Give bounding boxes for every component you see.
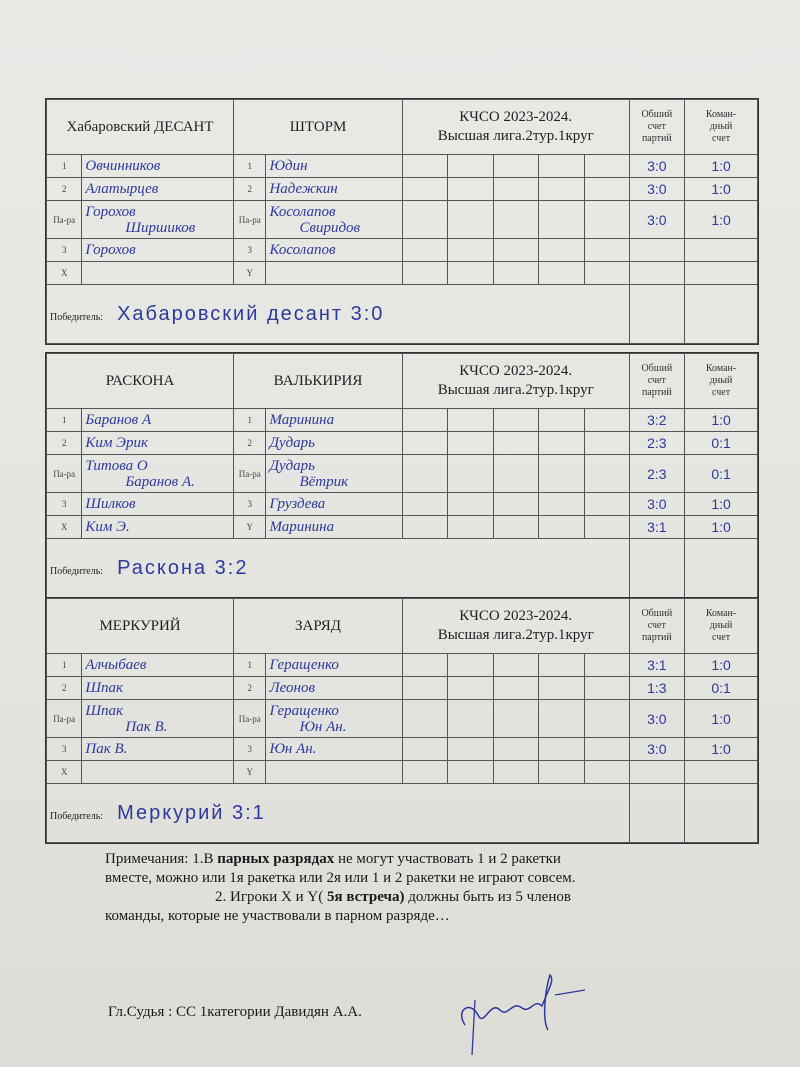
- game-row: [47, 178, 758, 201]
- chief-judge: Гл.Судья : СС 1категории Давидян А.А.: [108, 1004, 362, 1020]
- player-name: Титова О: [85, 457, 148, 474]
- set-score-cell: [539, 738, 585, 761]
- team-score: 0:1: [685, 677, 758, 700]
- row-label: 2: [234, 432, 266, 455]
- total-score: 2:3: [629, 432, 685, 455]
- note-bold: 5я встреча): [327, 889, 405, 905]
- set-score-cell: [448, 178, 494, 201]
- team-score: 1:0: [685, 654, 758, 677]
- total-score: 2:3: [629, 455, 685, 493]
- set-score-cell: [402, 178, 448, 201]
- header-line: счет: [712, 632, 731, 643]
- set-score-cell: [448, 493, 494, 516]
- set-score-cell: [493, 700, 539, 738]
- winner-row: [47, 285, 758, 344]
- winner-label: Победитель:: [50, 311, 104, 323]
- note-text: команды, которые не участвовали в парном разряде…: [105, 908, 450, 924]
- header-line: Обший: [641, 608, 673, 619]
- row-label: Y: [234, 262, 266, 285]
- match-table: [46, 99, 758, 344]
- set-score-cell: [584, 738, 629, 761]
- set-score-cell: [584, 677, 629, 700]
- row-label: Па-ра: [234, 700, 266, 738]
- team2-name: ШТОРМ: [234, 100, 403, 155]
- set-score-cell: [448, 677, 494, 700]
- team-score: 1:0: [685, 201, 758, 239]
- team1-name: МЕРКУРИЙ: [47, 599, 234, 654]
- team-score: [685, 262, 758, 285]
- game-row: [47, 239, 758, 262]
- player-team2: [266, 201, 403, 239]
- set-score-cell: [493, 239, 539, 262]
- team-score: [685, 761, 758, 784]
- set-score-cell: [584, 654, 629, 677]
- player-name: Горохов: [85, 242, 136, 258]
- row-label: 2: [47, 677, 82, 700]
- row-label: 1: [234, 155, 266, 178]
- header-line: партий: [641, 632, 672, 643]
- set-score-cell: [584, 761, 629, 784]
- winner-cell: [47, 784, 630, 843]
- row-label: 2: [47, 178, 82, 201]
- set-score-cell: [402, 409, 448, 432]
- header-line: партий: [641, 387, 672, 398]
- row-label: 2: [234, 178, 266, 201]
- set-score-cell: [402, 516, 448, 539]
- team1-name: Хабаровский ДЕСАНТ: [47, 100, 234, 155]
- set-score-cell: [402, 654, 448, 677]
- set-score-cell: [402, 493, 448, 516]
- player-name: Пак В.: [125, 718, 168, 735]
- total-score: 3:0: [629, 493, 685, 516]
- player-team2: [266, 493, 403, 516]
- set-score-cell: [448, 516, 494, 539]
- header-line: счет: [647, 620, 666, 631]
- team-score-header: [685, 599, 758, 654]
- row-label: Па-ра: [47, 201, 82, 239]
- set-score-cell: [402, 201, 448, 239]
- row-label: 3: [234, 738, 266, 761]
- total-score: 3:0: [629, 700, 685, 738]
- player-team1: [82, 432, 234, 455]
- set-score-cell: [539, 262, 585, 285]
- note-text: не могут участвовать 1 и 2 ракетки: [334, 851, 561, 867]
- player-team1: [82, 493, 234, 516]
- player-team1: [82, 455, 234, 493]
- row-label: 2: [47, 432, 82, 455]
- game-row: [47, 432, 758, 455]
- player-team2: [266, 654, 403, 677]
- row-label: X: [47, 761, 82, 784]
- empty-cell: [629, 285, 685, 344]
- set-score-cell: [402, 700, 448, 738]
- signature-image: [450, 970, 590, 1060]
- header-line: счет: [647, 375, 666, 386]
- game-row: [47, 201, 758, 239]
- set-score-cell: [448, 201, 494, 239]
- empty-cell: [629, 784, 685, 843]
- team-score: 1:0: [685, 178, 758, 201]
- set-score-cell: [493, 493, 539, 516]
- player-team2: [266, 239, 403, 262]
- set-score-cell: [402, 155, 448, 178]
- set-score-cell: [448, 239, 494, 262]
- player-team2: [266, 700, 403, 738]
- player-team2: [266, 455, 403, 493]
- league-line: Высшая лига.2тур.1круг: [437, 128, 594, 144]
- player-name: Юн Ан.: [299, 718, 347, 735]
- note-text: вместе, можно или 1я ракетка или 2я или 1 и 2 ракетки не играют совсем.: [105, 870, 576, 886]
- row-label: Па-ра: [234, 455, 266, 493]
- header-line: партий: [641, 133, 672, 144]
- header-line: Коман-: [705, 109, 737, 120]
- empty-cell: [685, 784, 758, 843]
- player-name: Юдин: [269, 158, 308, 174]
- set-score-cell: [448, 700, 494, 738]
- league-line: Высшая лига.2тур.1круг: [437, 627, 594, 643]
- team-score: 1:0: [685, 493, 758, 516]
- winner-cell: [47, 285, 630, 344]
- winner-label: Победитель:: [50, 810, 104, 822]
- game-row: [47, 677, 758, 700]
- player-name: Овчинников: [85, 158, 161, 174]
- player-name: Шпак: [85, 702, 124, 719]
- set-score-cell: [584, 432, 629, 455]
- game-row: [47, 654, 758, 677]
- league-title: [402, 354, 629, 409]
- player-team1: [82, 201, 234, 239]
- player-name: Баранов А.: [125, 473, 195, 490]
- match-block: [45, 98, 759, 345]
- set-score-cell: [584, 409, 629, 432]
- set-score-cell: [402, 677, 448, 700]
- team-score-header: [685, 354, 758, 409]
- team2-name: ЗАРЯД: [234, 599, 403, 654]
- set-score-cell: [584, 700, 629, 738]
- set-score-cell: [584, 239, 629, 262]
- player-name: Геращенко: [269, 702, 339, 719]
- player-name: Пак В.: [85, 741, 128, 757]
- set-score-cell: [493, 738, 539, 761]
- empty-cell: [629, 539, 685, 598]
- league-line: КЧСО 2023-2024.: [459, 608, 573, 624]
- player-team2: [266, 262, 403, 285]
- header-line: Обший: [641, 363, 673, 374]
- set-score-cell: [448, 409, 494, 432]
- row-label: Y: [234, 761, 266, 784]
- winner-row: [47, 784, 758, 843]
- player-team1: [82, 178, 234, 201]
- total-score-header: [629, 599, 685, 654]
- player-team1: [82, 409, 234, 432]
- set-score-cell: [584, 178, 629, 201]
- set-score-cell: [493, 455, 539, 493]
- player-team2: [266, 761, 403, 784]
- match-block: [45, 597, 759, 844]
- set-score-cell: [584, 516, 629, 539]
- empty-cell: [685, 539, 758, 598]
- set-score-cell: [402, 761, 448, 784]
- total-score: [629, 761, 685, 784]
- set-score-cell: [539, 178, 585, 201]
- row-label: 3: [47, 239, 82, 262]
- note-text: должны быть из 5 членов: [404, 889, 571, 905]
- row-label: Па-ра: [47, 455, 82, 493]
- total-score: 3:0: [629, 738, 685, 761]
- total-score: [629, 262, 685, 285]
- row-label: Y: [234, 516, 266, 539]
- set-score-cell: [539, 455, 585, 493]
- winner-cell: [47, 539, 630, 598]
- player-team2: [266, 409, 403, 432]
- player-team1: [82, 761, 234, 784]
- set-score-cell: [493, 516, 539, 539]
- match-block: [45, 352, 759, 599]
- total-score: 3:1: [629, 516, 685, 539]
- row-label: X: [47, 262, 82, 285]
- player-name: Дударь: [269, 457, 316, 474]
- player-name: Горохов: [85, 203, 136, 220]
- game-row: [47, 700, 758, 738]
- winner-value: Раскона 3:2: [117, 556, 249, 579]
- match-table: [46, 598, 758, 843]
- player-team1: [82, 155, 234, 178]
- game-row: [47, 516, 758, 539]
- header-line: счет: [712, 387, 731, 398]
- winner-label: Победитель:: [50, 565, 104, 577]
- header-line: Обший: [641, 109, 673, 120]
- row-label: Па-ра: [234, 201, 266, 239]
- player-name: Геращенко: [269, 657, 339, 673]
- set-score-cell: [539, 432, 585, 455]
- team-score: 0:1: [685, 432, 758, 455]
- total-score: [629, 239, 685, 262]
- set-score-cell: [448, 155, 494, 178]
- set-score-cell: [448, 654, 494, 677]
- note-text: Примечания: 1.В: [105, 851, 218, 867]
- set-score-cell: [584, 201, 629, 239]
- player-team1: [82, 239, 234, 262]
- set-score-cell: [493, 409, 539, 432]
- player-name: Баранов А: [85, 412, 152, 428]
- player-name: Маринина: [269, 412, 335, 428]
- game-row: [47, 262, 758, 285]
- player-name: Косолапов: [269, 203, 336, 220]
- winner-row: [47, 539, 758, 598]
- row-label: 3: [234, 239, 266, 262]
- set-score-cell: [448, 738, 494, 761]
- set-score-cell: [539, 155, 585, 178]
- league-line: КЧСО 2023-2024.: [459, 363, 573, 379]
- game-row: [47, 409, 758, 432]
- set-score-cell: [539, 700, 585, 738]
- empty-cell: [685, 285, 758, 344]
- set-score-cell: [493, 262, 539, 285]
- player-name: Дударь: [269, 435, 316, 451]
- total-score: 3:0: [629, 155, 685, 178]
- player-team2: [266, 677, 403, 700]
- player-team1: [82, 738, 234, 761]
- note-bold: парных разрядах: [217, 851, 335, 867]
- header-line: Коман-: [705, 608, 737, 619]
- player-name: Алчыбаев: [85, 657, 147, 673]
- winner-value: Хабаровский десант 3:0: [117, 302, 385, 325]
- set-score-cell: [539, 654, 585, 677]
- set-score-cell: [584, 262, 629, 285]
- set-score-cell: [493, 654, 539, 677]
- set-score-cell: [539, 677, 585, 700]
- set-score-cell: [539, 201, 585, 239]
- set-score-cell: [493, 677, 539, 700]
- winner-value: Меркурий 3:1: [117, 801, 266, 824]
- league-line: КЧСО 2023-2024.: [459, 109, 573, 125]
- total-score: 3:2: [629, 409, 685, 432]
- row-label: 1: [47, 155, 82, 178]
- total-score: 3:1: [629, 654, 685, 677]
- set-score-cell: [584, 455, 629, 493]
- league-title: [402, 599, 629, 654]
- total-score: 3:0: [629, 201, 685, 239]
- set-score-cell: [402, 239, 448, 262]
- set-score-cell: [493, 178, 539, 201]
- player-team1: [82, 700, 234, 738]
- total-score: 1:3: [629, 677, 685, 700]
- total-score-header: [629, 354, 685, 409]
- total-score-header: [629, 100, 685, 155]
- team-score: 1:0: [685, 700, 758, 738]
- player-team2: [266, 738, 403, 761]
- player-name: Юн Ан.: [269, 741, 317, 757]
- set-score-cell: [493, 761, 539, 784]
- header-line: счет: [647, 121, 666, 132]
- player-name: Надежкин: [269, 181, 338, 197]
- set-score-cell: [539, 516, 585, 539]
- total-score: 3:0: [629, 178, 685, 201]
- match-table: [46, 353, 758, 598]
- set-score-cell: [448, 432, 494, 455]
- player-team1: [82, 516, 234, 539]
- team-score-header: [685, 100, 758, 155]
- game-row: [47, 155, 758, 178]
- set-score-cell: [402, 738, 448, 761]
- league-line: Высшая лига.2тур.1круг: [437, 382, 594, 398]
- set-score-cell: [493, 155, 539, 178]
- set-score-cell: [539, 409, 585, 432]
- game-row: [47, 493, 758, 516]
- set-score-cell: [539, 493, 585, 516]
- row-label: 1: [47, 409, 82, 432]
- player-team2: [266, 178, 403, 201]
- player-name: Ширшиков: [125, 219, 196, 236]
- header-line: счет: [712, 133, 731, 144]
- header-line: дный: [709, 620, 733, 631]
- player-team2: [266, 432, 403, 455]
- player-name: Маринина: [269, 519, 335, 535]
- player-team2: [266, 155, 403, 178]
- player-name: Алатырцев: [85, 181, 159, 197]
- set-score-cell: [402, 262, 448, 285]
- game-row: [47, 738, 758, 761]
- set-score-cell: [493, 201, 539, 239]
- header-line: дный: [709, 121, 733, 132]
- row-label: 3: [47, 493, 82, 516]
- row-label: X: [47, 516, 82, 539]
- player-name: Ким Эрик: [85, 435, 149, 451]
- row-label: Па-ра: [47, 700, 82, 738]
- row-label: 2: [234, 677, 266, 700]
- set-score-cell: [402, 455, 448, 493]
- player-name: Груздева: [269, 496, 326, 512]
- player-name: Косолапов: [269, 242, 336, 258]
- set-score-cell: [402, 432, 448, 455]
- player-name: Леонов: [269, 680, 316, 696]
- set-score-cell: [493, 432, 539, 455]
- set-score-cell: [584, 155, 629, 178]
- row-label: 1: [47, 654, 82, 677]
- header-line: дный: [709, 375, 733, 386]
- set-score-cell: [539, 239, 585, 262]
- team-score: [685, 239, 758, 262]
- row-label: 3: [234, 493, 266, 516]
- player-team1: [82, 654, 234, 677]
- team1-name: РАСКОНА: [47, 354, 234, 409]
- player-team2: [266, 516, 403, 539]
- player-name: Шпак: [85, 680, 124, 696]
- team2-name: ВАЛЬКИРИЯ: [234, 354, 403, 409]
- player-team1: [82, 262, 234, 285]
- team-score: 0:1: [685, 455, 758, 493]
- row-label: 3: [47, 738, 82, 761]
- player-name: Свиридов: [299, 219, 361, 236]
- team-score: 1:0: [685, 409, 758, 432]
- set-score-cell: [448, 262, 494, 285]
- player-name: Вётрик: [299, 473, 349, 490]
- team-score: 1:0: [685, 516, 758, 539]
- notes: [105, 850, 705, 926]
- player-team1: [82, 677, 234, 700]
- league-title: [402, 100, 629, 155]
- team-score: 1:0: [685, 738, 758, 761]
- row-label: 1: [234, 409, 266, 432]
- set-score-cell: [448, 761, 494, 784]
- set-score-cell: [584, 493, 629, 516]
- team-score: 1:0: [685, 155, 758, 178]
- header-line: Коман-: [705, 363, 737, 374]
- set-score-cell: [539, 761, 585, 784]
- player-name: Шилков: [85, 496, 136, 512]
- game-row: [47, 455, 758, 493]
- set-score-cell: [448, 455, 494, 493]
- player-name: Ким Э.: [85, 519, 130, 535]
- row-label: 1: [234, 654, 266, 677]
- game-row: [47, 761, 758, 784]
- note-text: 2. Игроки X и Y(: [215, 889, 327, 905]
